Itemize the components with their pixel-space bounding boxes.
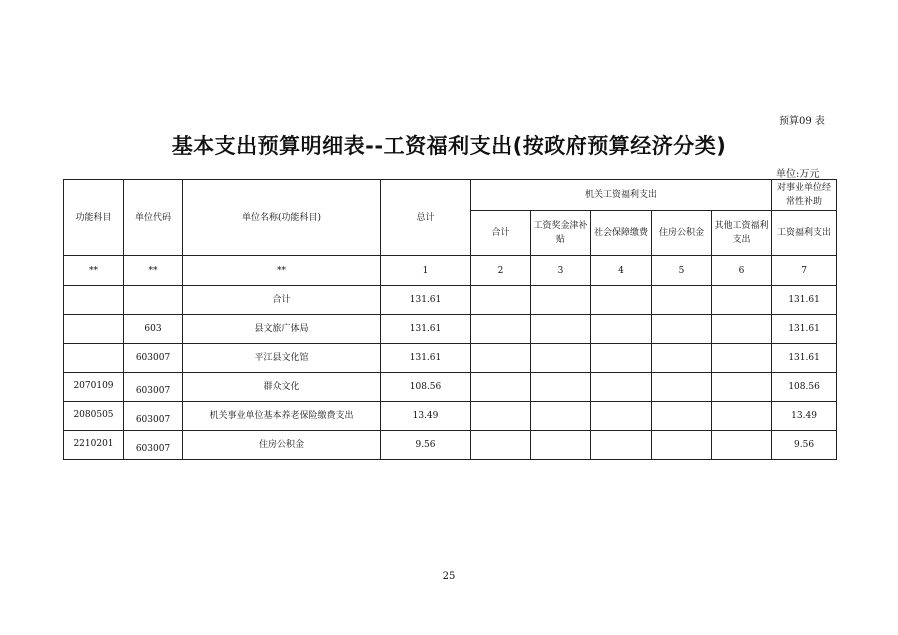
social-cell bbox=[591, 402, 652, 431]
total-cell: 9.56 bbox=[381, 431, 471, 460]
sub-total-cell bbox=[471, 315, 531, 344]
wage-bonus-cell bbox=[531, 373, 591, 402]
sequence-row bbox=[64, 256, 837, 286]
housing-cell bbox=[652, 373, 712, 402]
seq-cell: 4 bbox=[591, 256, 652, 286]
seq-cell: 1 bbox=[381, 256, 471, 286]
total-cell: 108.56 bbox=[381, 373, 471, 402]
seq-cell: ** bbox=[124, 256, 183, 286]
housing-cell bbox=[652, 315, 712, 344]
seq-cell: 2 bbox=[471, 256, 531, 286]
header-wage-bonus: 工资奖金津补贴 bbox=[531, 211, 591, 256]
wage-welfare-cell: 9.56 bbox=[772, 431, 837, 460]
wage-welfare-cell: 13.49 bbox=[772, 402, 837, 431]
wage-welfare-cell: 131.61 bbox=[772, 315, 837, 344]
total-cell: 131.61 bbox=[381, 286, 471, 315]
code-cell bbox=[124, 286, 183, 315]
code-cell: 603007 bbox=[124, 373, 183, 402]
other-cell bbox=[712, 315, 772, 344]
unit-label: 单位:万元 bbox=[776, 169, 820, 180]
code-cell: 603007 bbox=[124, 402, 183, 431]
code-cell: 603007 bbox=[124, 431, 183, 460]
header-func-subject: 功能科目 bbox=[64, 180, 124, 256]
header-housing-fund: 住房公积金 bbox=[652, 211, 712, 256]
table-row bbox=[64, 344, 837, 373]
housing-cell bbox=[652, 431, 712, 460]
social-cell bbox=[591, 286, 652, 315]
name-cell: 平江县文化馆 bbox=[183, 344, 381, 373]
table-row bbox=[64, 373, 837, 402]
table-row bbox=[64, 402, 837, 431]
seq-cell: ** bbox=[183, 256, 381, 286]
code-cell: 603 bbox=[124, 315, 183, 344]
header-sub-total: 合计 bbox=[471, 211, 531, 256]
seq-cell: ** bbox=[64, 256, 124, 286]
other-cell bbox=[712, 431, 772, 460]
name-cell: 群众文化 bbox=[183, 373, 381, 402]
header-unit-code: 单位代码 bbox=[124, 180, 183, 256]
header-total: 总计 bbox=[381, 180, 471, 256]
wage-welfare-cell: 131.61 bbox=[772, 344, 837, 373]
other-cell bbox=[712, 344, 772, 373]
housing-cell bbox=[652, 344, 712, 373]
social-cell bbox=[591, 344, 652, 373]
total-cell: 131.61 bbox=[381, 344, 471, 373]
total-cell: 13.49 bbox=[381, 402, 471, 431]
form-code: 预算09 表 bbox=[779, 116, 825, 127]
name-cell: 机关事业单位基本养老保险缴费支出 bbox=[183, 402, 381, 431]
social-cell bbox=[591, 373, 652, 402]
header-wage-welfare: 工资福利支出 bbox=[772, 211, 837, 256]
seq-cell: 7 bbox=[772, 256, 837, 286]
header-social-security: 社会保障缴费 bbox=[591, 211, 652, 256]
page-title: 基本支出预算明细表--工资福利支出(按政府预算经济分类) bbox=[171, 134, 727, 158]
other-cell bbox=[712, 373, 772, 402]
table-row bbox=[64, 431, 837, 460]
func-cell bbox=[64, 344, 124, 373]
header-agency-group: 机关工资福利支出 bbox=[471, 180, 772, 211]
housing-cell bbox=[652, 286, 712, 315]
budget-table bbox=[63, 179, 837, 460]
sub-total-cell bbox=[471, 402, 531, 431]
wage-bonus-cell bbox=[531, 431, 591, 460]
sub-total-cell bbox=[471, 431, 531, 460]
wage-bonus-cell bbox=[531, 315, 591, 344]
seq-cell: 6 bbox=[712, 256, 772, 286]
header-unit-name: 单位名称(功能科目) bbox=[183, 180, 381, 256]
seq-cell: 5 bbox=[652, 256, 712, 286]
wage-bonus-cell bbox=[531, 402, 591, 431]
wage-welfare-cell: 108.56 bbox=[772, 373, 837, 402]
social-cell bbox=[591, 315, 652, 344]
housing-cell bbox=[652, 402, 712, 431]
wage-bonus-cell bbox=[531, 344, 591, 373]
social-cell bbox=[591, 431, 652, 460]
seq-cell: 3 bbox=[531, 256, 591, 286]
other-cell bbox=[712, 286, 772, 315]
func-cell: 2080505 bbox=[64, 402, 124, 431]
sub-total-cell bbox=[471, 286, 531, 315]
name-cell: 住房公积金 bbox=[183, 431, 381, 460]
table-row bbox=[64, 286, 837, 315]
func-cell bbox=[64, 315, 124, 344]
page-number: 25 bbox=[442, 571, 456, 582]
sub-total-cell bbox=[471, 344, 531, 373]
header-other-wage: 其他工资福利支出 bbox=[712, 211, 772, 256]
name-cell: 县文旅广体局 bbox=[183, 315, 381, 344]
header-public-group: 对事业单位经常性补助 bbox=[772, 180, 837, 211]
func-cell: 2210201 bbox=[64, 431, 124, 460]
func-cell bbox=[64, 286, 124, 315]
sub-total-cell bbox=[471, 373, 531, 402]
wage-bonus-cell bbox=[531, 286, 591, 315]
name-cell: 合计 bbox=[183, 286, 381, 315]
table-row bbox=[64, 315, 837, 344]
code-cell: 603007 bbox=[124, 344, 183, 373]
total-cell: 131.61 bbox=[381, 315, 471, 344]
other-cell bbox=[712, 402, 772, 431]
func-cell: 2070109 bbox=[64, 373, 124, 402]
wage-welfare-cell: 131.61 bbox=[772, 286, 837, 315]
